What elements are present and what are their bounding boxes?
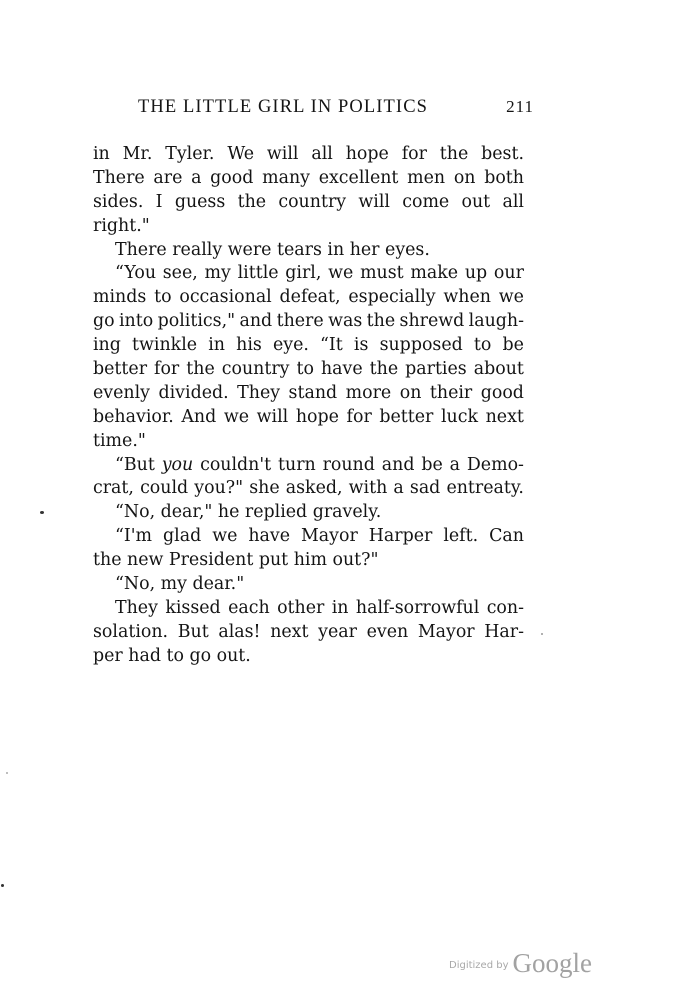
word: and — [381, 454, 415, 475]
scan-speck — [6, 772, 8, 774]
word: best. — [481, 144, 524, 164]
word: Har- — [484, 621, 524, 642]
word: their — [429, 382, 473, 403]
word: better — [93, 359, 148, 380]
word: into — [119, 311, 154, 332]
word: and — [239, 311, 273, 332]
text-line — [93, 597, 524, 621]
text-line: time." — [93, 430, 146, 451]
word: all — [502, 191, 524, 212]
word: turn — [278, 454, 316, 475]
word: Tyler. — [165, 144, 215, 164]
word: “But — [115, 454, 155, 475]
word: was — [328, 311, 363, 332]
text-line — [93, 286, 524, 310]
word: out — [461, 191, 491, 212]
scan-speck — [1, 884, 4, 887]
word: eye. — [272, 335, 309, 356]
text-line — [93, 621, 524, 645]
word: better — [379, 406, 434, 427]
word: we — [212, 526, 238, 547]
word: evenly — [93, 382, 150, 403]
word: “I'm — [115, 526, 153, 547]
word: con- — [486, 597, 524, 618]
scan-speck — [541, 633, 543, 635]
word: girl, — [285, 263, 322, 284]
text-line — [93, 310, 524, 334]
text-line: per had to go out. — [93, 645, 251, 666]
text-line: There really were tears in her eyes. — [115, 239, 430, 260]
word: good — [210, 167, 254, 188]
word: in — [93, 144, 110, 164]
word: even — [366, 621, 409, 642]
word: could — [140, 478, 189, 499]
word: And — [181, 406, 217, 427]
word: to — [154, 287, 172, 308]
word: sad — [409, 478, 441, 499]
word: They — [115, 597, 158, 618]
word: to — [296, 359, 314, 380]
word: guess — [174, 191, 226, 212]
word: entreaty. — [446, 478, 524, 499]
word: in — [331, 597, 349, 618]
word: the — [237, 191, 267, 212]
word: we — [328, 263, 354, 284]
word: country — [221, 359, 290, 380]
text-line: the new President put him out?" — [93, 550, 379, 571]
word: all — [311, 144, 333, 164]
word: will — [266, 144, 299, 164]
word: with — [348, 478, 388, 499]
text-line: “No, dear," he replied gravely. — [115, 502, 382, 523]
word: couldn't — [200, 454, 272, 475]
text-line: “No, my dear." — [115, 574, 245, 595]
word: make — [410, 263, 459, 284]
word: “You — [115, 263, 157, 284]
word: a — [393, 478, 404, 499]
word: a — [449, 454, 460, 475]
word: to — [473, 335, 492, 356]
page-number: 211 — [506, 97, 534, 116]
word: more — [345, 382, 392, 403]
word: round — [322, 454, 375, 475]
word: you?" — [194, 478, 244, 499]
word: hope — [345, 144, 389, 164]
word: good — [480, 382, 524, 403]
word: divided. — [158, 382, 229, 403]
word: she — [249, 478, 280, 499]
word: supposed — [379, 335, 463, 356]
word: must — [360, 263, 404, 284]
word: occasional — [179, 287, 272, 308]
word: have — [248, 526, 291, 547]
word: men — [407, 167, 446, 188]
word: in — [208, 335, 225, 356]
text-line — [93, 167, 524, 191]
text-line — [93, 191, 524, 215]
running-title: THE LITTLE GIRL IN POLITICS — [138, 97, 429, 117]
word: Demo- — [466, 454, 524, 475]
running-head — [138, 97, 534, 123]
word: But — [177, 621, 209, 642]
word: little — [237, 263, 279, 284]
word: his — [236, 335, 262, 356]
word: shrewd — [399, 311, 465, 332]
word: Mayor — [417, 621, 475, 642]
word: for — [401, 144, 427, 164]
word: solation. — [93, 621, 169, 642]
body-text — [93, 143, 524, 669]
word: on — [453, 167, 476, 188]
word: be — [421, 454, 443, 475]
word: is — [353, 335, 369, 356]
word: next — [485, 406, 524, 427]
word: both — [484, 167, 524, 188]
word: many — [262, 167, 310, 188]
text-line — [93, 406, 524, 430]
text-line — [93, 262, 524, 286]
word: asked, — [285, 478, 343, 499]
word: you — [161, 454, 194, 475]
word: crat, — [93, 478, 134, 499]
watermark-prefix: Digitized by — [449, 960, 509, 971]
word: our — [493, 263, 524, 284]
text-line — [93, 525, 524, 549]
word: kissed — [165, 597, 221, 618]
word: Mayor — [301, 526, 358, 547]
word: alas! — [218, 621, 261, 642]
word: I — [155, 191, 163, 212]
word: will — [256, 406, 289, 427]
word: There — [93, 167, 145, 188]
word: politics," — [157, 311, 236, 332]
word: hope — [295, 406, 339, 427]
word: stand — [288, 382, 338, 403]
word: Mr. — [122, 144, 153, 164]
word: when — [443, 287, 491, 308]
word: especially — [348, 287, 436, 308]
word: on — [399, 382, 422, 403]
word: glad — [163, 526, 202, 547]
word: They — [237, 382, 281, 403]
word: up — [464, 263, 488, 284]
word: be — [502, 335, 524, 356]
scan-speck — [40, 511, 44, 514]
text-line — [93, 143, 524, 167]
word: the — [366, 311, 396, 332]
word: for — [154, 359, 180, 380]
word: year — [318, 621, 357, 642]
word: twinkle — [132, 335, 198, 356]
word: excellent — [318, 167, 399, 188]
text-line — [93, 358, 524, 382]
text-line — [93, 477, 524, 501]
word: a — [191, 167, 202, 188]
word: will — [358, 191, 390, 212]
word: the — [186, 359, 215, 380]
word: sides. — [93, 191, 144, 212]
word: laugh- — [468, 311, 524, 332]
word: have — [320, 359, 363, 380]
text-line — [93, 382, 524, 406]
word: each — [228, 597, 270, 618]
word: next — [270, 621, 309, 642]
word: come — [402, 191, 450, 212]
word: ing — [93, 335, 121, 356]
word: defeat, — [279, 287, 341, 308]
text-line: right." — [93, 215, 150, 236]
digitized-watermark — [449, 948, 592, 979]
word: “It — [320, 335, 343, 356]
word: parties — [405, 359, 467, 380]
word: are — [153, 167, 183, 188]
word: go — [93, 311, 115, 332]
word: half-sorrowful — [355, 597, 480, 618]
word: left. — [443, 526, 479, 547]
text-line — [93, 334, 524, 358]
word: luck — [440, 406, 479, 427]
word: minds — [93, 287, 147, 308]
word: behavior. — [93, 406, 174, 427]
word: the — [369, 359, 399, 380]
word: my — [204, 263, 231, 284]
word: the — [439, 144, 469, 164]
word: see, — [162, 263, 198, 284]
word: we — [223, 406, 250, 427]
text-line — [93, 454, 524, 478]
word: we — [498, 287, 524, 308]
word: We — [227, 144, 255, 164]
word: there — [276, 311, 324, 332]
word: Harper — [368, 526, 433, 547]
google-logo: Google — [512, 948, 592, 978]
word: country — [278, 191, 347, 212]
word: Can — [489, 526, 524, 547]
word: for — [346, 406, 372, 427]
word: other — [277, 597, 325, 618]
word: about — [473, 359, 524, 380]
